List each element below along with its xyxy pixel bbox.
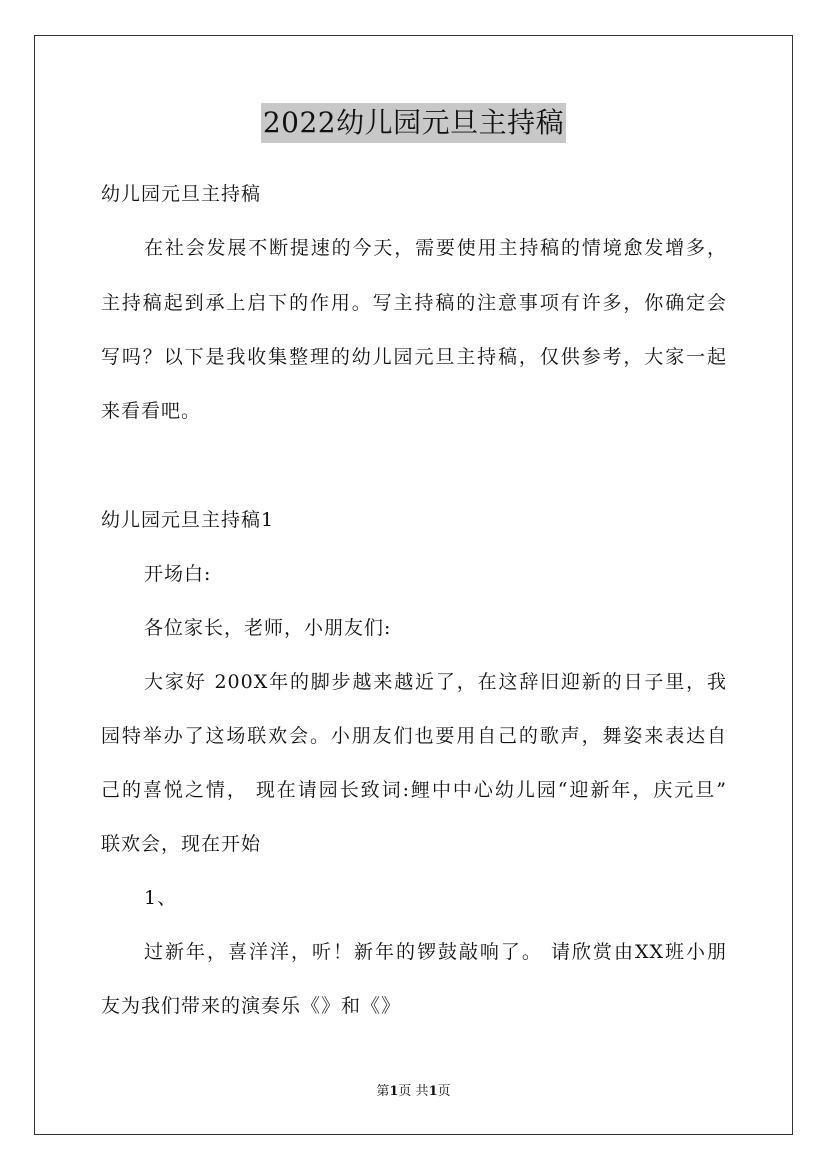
item-number: 1、 [144,887,178,909]
footer-total-pages: 1 [428,1084,438,1099]
body-line-1: 大家好 200X年的脚步越来越近了，在这辞旧迎新的日子里，我 [144,671,727,693]
body-line-3: 己的喜悦之情， 现在请园长致词:鲤中中心幼儿园“迎新年，庆元旦” [101,779,727,801]
intro-line-2: 主持稿起到承上启下的作用。写主持稿的注意事项有许多，你确定会 [101,292,727,314]
intro-line-4: 来看看吧。 [101,400,202,422]
intro-line-1: 在社会发展不断提速的今天，需要使用主持稿的情境愈发增多， [144,237,727,259]
footer-suffix: 页 [437,1084,451,1099]
body-line-4: 联欢会，现在开始 [101,833,262,855]
section-heading: 幼儿园元旦主持稿1 [101,509,275,531]
document-subtitle: 幼儿园元旦主持稿 [101,183,262,205]
footer-mid: 页 共 [398,1084,429,1099]
footer-current-page: 1 [389,1084,399,1099]
document-title: 2022幼儿园元旦主持稿 [261,103,566,143]
body-line-2: 园特举办了这场联欢会。小朋友们也要用自己的歌声，舞姿来表达自 [101,725,727,747]
footer-prefix: 第 [376,1084,390,1099]
opening-label: 开场白: [144,563,212,585]
page-footer [0,1083,827,1101]
greeting-line: 各位家长，老师，小朋友们: [144,617,392,639]
title-container [0,103,827,143]
item-line-2: 友为我们带来的演奏乐《》和《》 [101,995,402,1017]
item-line-1: 过新年，喜洋洋，听！新年的锣鼓敲响了。 请欣赏由XX班小朋 [144,941,727,963]
intro-line-3: 写吗？以下是我收集整理的幼儿园元旦主持稿，仅供参考，大家一起 [101,346,727,368]
